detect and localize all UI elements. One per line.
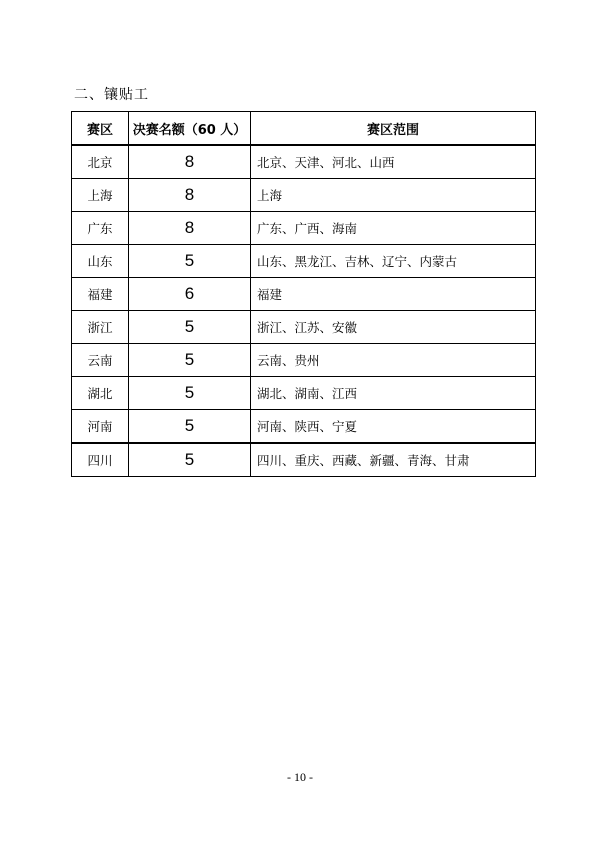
cell-scope: 云南、贵州 <box>251 344 536 377</box>
cell-quota: 5 <box>129 377 251 410</box>
table-row <box>72 145 536 179</box>
cell-scope: 上海 <box>251 179 536 212</box>
cell-region: 四川 <box>72 443 129 477</box>
cell-scope: 湖北、湖南、江西 <box>251 377 536 410</box>
cell-region: 湖北 <box>72 377 129 410</box>
cell-scope: 四川、重庆、西藏、新疆、青海、甘肃 <box>251 443 536 477</box>
table-header-row <box>72 112 536 146</box>
cell-scope: 福建 <box>251 278 536 311</box>
table-row <box>72 344 536 377</box>
cell-region: 山东 <box>72 245 129 278</box>
table-row <box>72 443 536 477</box>
table-row <box>72 212 536 245</box>
cell-scope: 广东、广西、海南 <box>251 212 536 245</box>
cell-region: 浙江 <box>72 311 129 344</box>
cell-quota: 5 <box>129 443 251 477</box>
header-scope: 赛区范围 <box>251 112 536 146</box>
cell-scope: 河南、陕西、宁夏 <box>251 410 536 444</box>
page-number: - 10 - <box>287 770 313 784</box>
header-quota: 决赛名额（60 人） <box>129 112 251 146</box>
table-row <box>72 179 536 212</box>
header-region: 赛区 <box>72 112 129 146</box>
cell-scope: 山东、黑龙江、吉林、辽宁、内蒙古 <box>251 245 536 278</box>
cell-scope: 浙江、江苏、安徽 <box>251 311 536 344</box>
cell-region: 河南 <box>72 410 129 444</box>
cell-scope: 北京、天津、河北、山西 <box>251 145 536 179</box>
region-quota-table <box>71 111 536 477</box>
section-title: 二、镶贴工 <box>74 87 149 103</box>
cell-quota: 5 <box>129 410 251 444</box>
cell-region: 上海 <box>72 179 129 212</box>
cell-quota: 8 <box>129 212 251 245</box>
table-row <box>72 377 536 410</box>
table-row <box>72 245 536 278</box>
cell-region: 广东 <box>72 212 129 245</box>
cell-quota: 8 <box>129 179 251 212</box>
cell-quota: 5 <box>129 311 251 344</box>
cell-quota: 5 <box>129 344 251 377</box>
cell-region: 福建 <box>72 278 129 311</box>
table-row <box>72 410 536 444</box>
cell-quota: 6 <box>129 278 251 311</box>
cell-quota: 5 <box>129 245 251 278</box>
cell-quota: 8 <box>129 145 251 179</box>
table-row <box>72 278 536 311</box>
table-row <box>72 311 536 344</box>
cell-region: 北京 <box>72 145 129 179</box>
cell-region: 云南 <box>72 344 129 377</box>
